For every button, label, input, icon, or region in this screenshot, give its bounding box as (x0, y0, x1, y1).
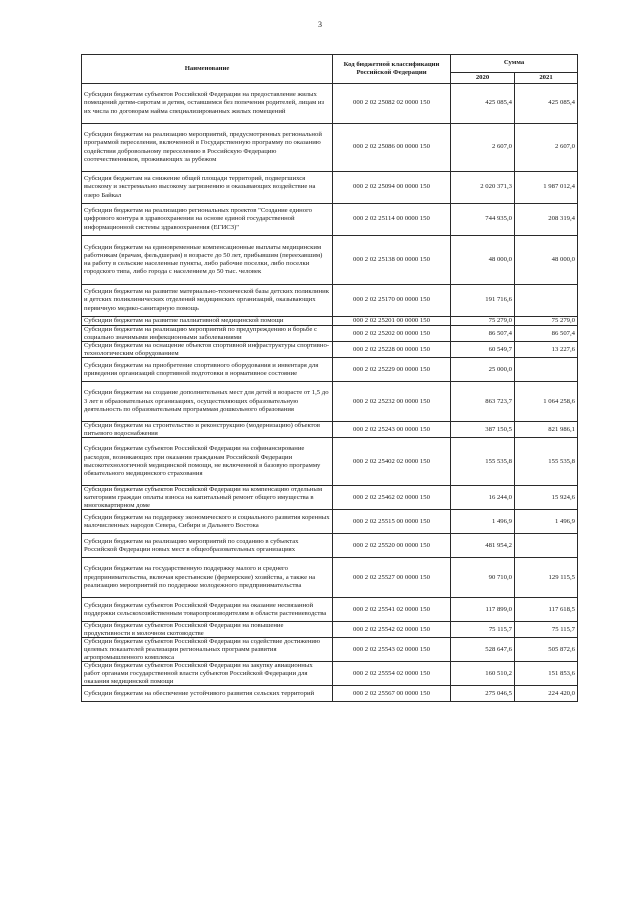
header-code: Код бюджетной классификации Российской Федерации (333, 55, 451, 84)
row-code: 000 2 02 25201 00 0000 150 (333, 317, 451, 326)
row-sum-2020: 2 020 371,3 (451, 172, 515, 204)
table-row (82, 342, 578, 358)
row-sum-2021: 48 000,0 (515, 236, 578, 285)
row-code: 000 2 02 25542 02 0000 150 (333, 622, 451, 638)
page-number: 3 (318, 20, 322, 29)
header-year-2021: 2021 (515, 73, 578, 84)
row-code: 000 2 02 25228 00 0000 150 (333, 342, 451, 358)
table-row (82, 558, 578, 598)
row-name-cell (82, 422, 333, 438)
row-code: 000 2 02 25541 02 0000 150 (333, 598, 451, 622)
row-sum-2020: 1 496,9 (451, 510, 515, 534)
row-sum-2021: 505 872,6 (515, 638, 578, 662)
row-name: Субсидии бюджетам на обеспечение устойчивого развития сельских территорий (84, 689, 315, 697)
row-sum-2020: 528 647,6 (451, 638, 515, 662)
row-sum-2020: 863 723,7 (451, 382, 515, 422)
row-name: Субсидии бюджетам субъектов Российской Федерации на софинансирование расходов, возникающих при оказании гражданам Российской Федерации высокотехнологичной медицинской помощи, не включенной в базовую программу обязательного медицинского страхования (84, 445, 321, 477)
row-code: 000 2 02 25094 00 0000 150 (333, 172, 451, 204)
row-name-cell (82, 124, 333, 172)
row-code: 000 2 02 25229 00 0000 150 (333, 358, 451, 382)
row-code: 000 2 02 25402 02 0000 150 (333, 438, 451, 486)
table-row (82, 172, 578, 204)
table-row (82, 285, 578, 317)
row-sum-2020: 744 935,0 (451, 204, 515, 236)
table-row (82, 662, 578, 686)
row-sum-2020: 2 607,0 (451, 124, 515, 172)
row-sum-2020: 16 244,0 (451, 486, 515, 510)
row-name: Субсидия бюджетам на снижение общей площади территорий, подвергшихся высокому и экстремально высокому загрязнению и оказывающих воздействие на озеро Байкал (84, 175, 316, 199)
row-name: Субсидии бюджетам на создание дополнительных мест для детей в возрасте от 1,5 до 3 лет в образовательных организациях, осуществляющих образовательную деятельность по образовательным программам дошкольного образования (84, 389, 329, 413)
table-row (82, 317, 578, 326)
row-name: Субсидии бюджетам на поддержку экономического и социального развития коренных малочисленных народов Севера, Сибири и Дальнего Востока (84, 513, 330, 529)
row-name: Субсидии бюджетам на единовременные компенсационные выплаты медицинским работникам (врачам, фельдшерам) в возрасте до 50 лет, прибывшим (переехавшим) на работу в сельские населенные пункты, либо рабочие поселки, либо поселки городского типа, либо города с населением до 50 тыс. человек (84, 243, 323, 276)
row-name-cell (82, 84, 333, 124)
header-sum: Сумма (451, 55, 578, 73)
row-name-cell (82, 172, 333, 204)
row-sum-2021: 208 319,4 (515, 204, 578, 236)
table-row (82, 638, 578, 662)
row-sum-2021: 2 607,0 (515, 124, 578, 172)
row-sum-2020: 25 000,0 (451, 358, 515, 382)
row-sum-2021: 224 420,0 (515, 686, 578, 702)
table-row (82, 382, 578, 422)
table-row (82, 236, 578, 285)
table-row (82, 422, 578, 438)
row-sum-2020: 75 115,7 (451, 622, 515, 638)
row-name: Субсидии бюджетам на приобретение спортивного оборудования и инвентаря для приведения организаций спортивной подготовки в нормативное состояние (84, 361, 319, 377)
table-row (82, 438, 578, 486)
row-sum-2020: 117 899,0 (451, 598, 515, 622)
row-sum-2020: 86 507,4 (451, 326, 515, 342)
table-row (82, 486, 578, 510)
row-sum-2021: 75 279,0 (515, 317, 578, 326)
table-row (82, 358, 578, 382)
row-sum-2021: 821 986,1 (515, 422, 578, 438)
row-sum-2020: 155 535,8 (451, 438, 515, 486)
row-sum-2021 (515, 534, 578, 558)
row-code: 000 2 02 25515 00 0000 150 (333, 510, 451, 534)
row-code: 000 2 02 25114 00 0000 150 (333, 204, 451, 236)
row-sum-2020: 90 710,0 (451, 558, 515, 598)
row-name-cell (82, 382, 333, 422)
row-sum-2021 (515, 358, 578, 382)
row-name: Субсидии бюджетам на развитие материально-технической базы детских поликлиник и детских поликлинических отделений медицинских организаций, оказывающих первичную медико-санитарную помощь (84, 288, 329, 312)
row-code: 000 2 02 25543 02 0000 150 (333, 638, 451, 662)
row-name: Субсидии бюджетам на оснащение объектов спортивной инфраструктуры спортивно-технологическим оборудованием (84, 342, 330, 358)
row-name: Субсидии бюджетам на реализацию региональных проектов "Создание единого цифрового контура в здравоохранении на основе единой государственной информационной системы здравоохранения (ЕГИСЗ)" (84, 207, 313, 231)
row-code: 000 2 02 25170 00 0000 150 (333, 285, 451, 317)
row-sum-2020: 387 150,5 (451, 422, 515, 438)
row-name-cell (82, 686, 333, 702)
row-sum-2020: 275 046,5 (451, 686, 515, 702)
row-name-cell (82, 486, 333, 510)
table-row (82, 598, 578, 622)
row-code: 000 2 02 25082 02 0000 150 (333, 84, 451, 124)
row-name: Субсидии бюджетам субъектов Российской Федерации на компенсацию отдельным категориям граждан оплаты взноса на капитальный ремонт общего имущества в многоквартирном доме (84, 486, 323, 510)
row-sum-2020: 60 549,7 (451, 342, 515, 358)
row-name: Субсидии бюджетам на реализацию мероприятий по созданию в субъектах Российской Федерации новых мест в общеобразовательных организациях (84, 537, 299, 553)
row-sum-2021: 1 496,9 (515, 510, 578, 534)
row-sum-2021: 117 618,5 (515, 598, 578, 622)
row-name: Субсидии бюджетам субъектов Российской Федерации на оказание несвязанной поддержки сельскохозяйственным товаропроизводителям в области растениеводства (84, 601, 327, 617)
row-name-cell (82, 317, 333, 326)
row-code: 000 2 02 25462 02 0000 150 (333, 486, 451, 510)
row-name-cell (82, 558, 333, 598)
row-name: Субсидии бюджетам на реализацию мероприятий, предусмотренных региональной программой переселения, включенной в Государственную программу по оказанию содействия добровольному переселению в Российскую Федерацию соотечественников, проживающих за рубежом (84, 131, 322, 163)
budget-table (81, 54, 578, 702)
row-name-cell (82, 326, 333, 342)
row-sum-2020: 425 085,4 (451, 84, 515, 124)
row-sum-2021: 151 853,6 (515, 662, 578, 686)
row-sum-2021: 129 115,5 (515, 558, 578, 598)
row-code: 000 2 02 25232 00 0000 150 (333, 382, 451, 422)
row-sum-2021: 425 085,4 (515, 84, 578, 124)
row-sum-2021: 15 924,6 (515, 486, 578, 510)
row-code: 000 2 02 25243 00 0000 150 (333, 422, 451, 438)
row-name: Субсидии бюджетам субъектов Российской Федерации на содействие достижению целевых показателей реализации региональных программ развития агропромышленного комплекса (84, 638, 321, 662)
row-name-cell (82, 342, 333, 358)
table-body (82, 84, 578, 702)
row-name-cell (82, 204, 333, 236)
row-name: Субсидии бюджетам на государственную поддержку малого и среднего предпринимательства, включая крестьянские (фермерские) хозяйства, а также на реализацию мероприятий по поддержке молодежного предпринимательства (84, 565, 316, 589)
row-name: Субсидии бюджетам на строительство и реконструкцию (модернизацию) объектов питьевого водоснабжения (84, 422, 321, 438)
table-row (82, 204, 578, 236)
table-row (82, 534, 578, 558)
row-name: Субсидии бюджетам на реализацию мероприятий по предупреждению и борьбе с социально значимыми инфекционными заболеваниями (84, 326, 317, 342)
row-code: 000 2 02 25527 00 0000 150 (333, 558, 451, 598)
table-row (82, 686, 578, 702)
table-row (82, 510, 578, 534)
row-code: 000 2 02 25567 00 0000 150 (333, 686, 451, 702)
header-year-2020: 2020 (451, 73, 515, 84)
row-sum-2020: 160 510,2 (451, 662, 515, 686)
row-name-cell (82, 622, 333, 638)
row-name-cell (82, 510, 333, 534)
row-sum-2020: 75 279,0 (451, 317, 515, 326)
row-sum-2020: 48 000,0 (451, 236, 515, 285)
row-sum-2021: 13 227,6 (515, 342, 578, 358)
row-code: 000 2 02 25554 02 0000 150 (333, 662, 451, 686)
row-sum-2021: 1 987 012,4 (515, 172, 578, 204)
row-name-cell (82, 358, 333, 382)
row-name-cell (82, 662, 333, 686)
row-name-cell (82, 438, 333, 486)
table-row (82, 124, 578, 172)
row-name-cell (82, 285, 333, 317)
table-row (82, 622, 578, 638)
row-name: Субсидии бюджетам субъектов Российской Федерации на предоставление жилых помещений детям-сиротам и детям, оставшимся без попечения родителей, лицам из их числа по договорам найма специализированных жилых помещений (84, 91, 325, 115)
header-name: Наименование (82, 55, 333, 84)
row-sum-2021: 1 064 258,6 (515, 382, 578, 422)
row-code: 000 2 02 25202 00 0000 150 (333, 326, 451, 342)
row-sum-2020: 191 716,6 (451, 285, 515, 317)
row-name-cell (82, 598, 333, 622)
row-code: 000 2 02 25086 00 0000 150 (333, 124, 451, 172)
row-name-cell (82, 638, 333, 662)
row-sum-2021 (515, 285, 578, 317)
row-code: 000 2 02 25138 00 0000 150 (333, 236, 451, 285)
table-row (82, 84, 578, 124)
row-name-cell (82, 534, 333, 558)
row-sum-2021: 75 115,7 (515, 622, 578, 638)
row-name: Субсидии бюджетам на развитие паллиативной медицинской помощи (84, 317, 284, 325)
row-name: Субсидии бюджетам субъектов Российской Федерации на повышение продуктивности в молочном скотоводстве (84, 622, 284, 638)
row-sum-2021: 155 535,8 (515, 438, 578, 486)
row-name: Субсидии бюджетам субъектов Российской Федерации на закупку авиационных работ органами государственной власти субъектов Российской Федерации для оказания медицинской помощи (84, 662, 313, 686)
row-name-cell (82, 236, 333, 285)
row-sum-2021: 86 507,4 (515, 326, 578, 342)
row-code: 000 2 02 25520 00 0000 150 (333, 534, 451, 558)
table-row (82, 326, 578, 342)
row-sum-2020: 481 954,2 (451, 534, 515, 558)
